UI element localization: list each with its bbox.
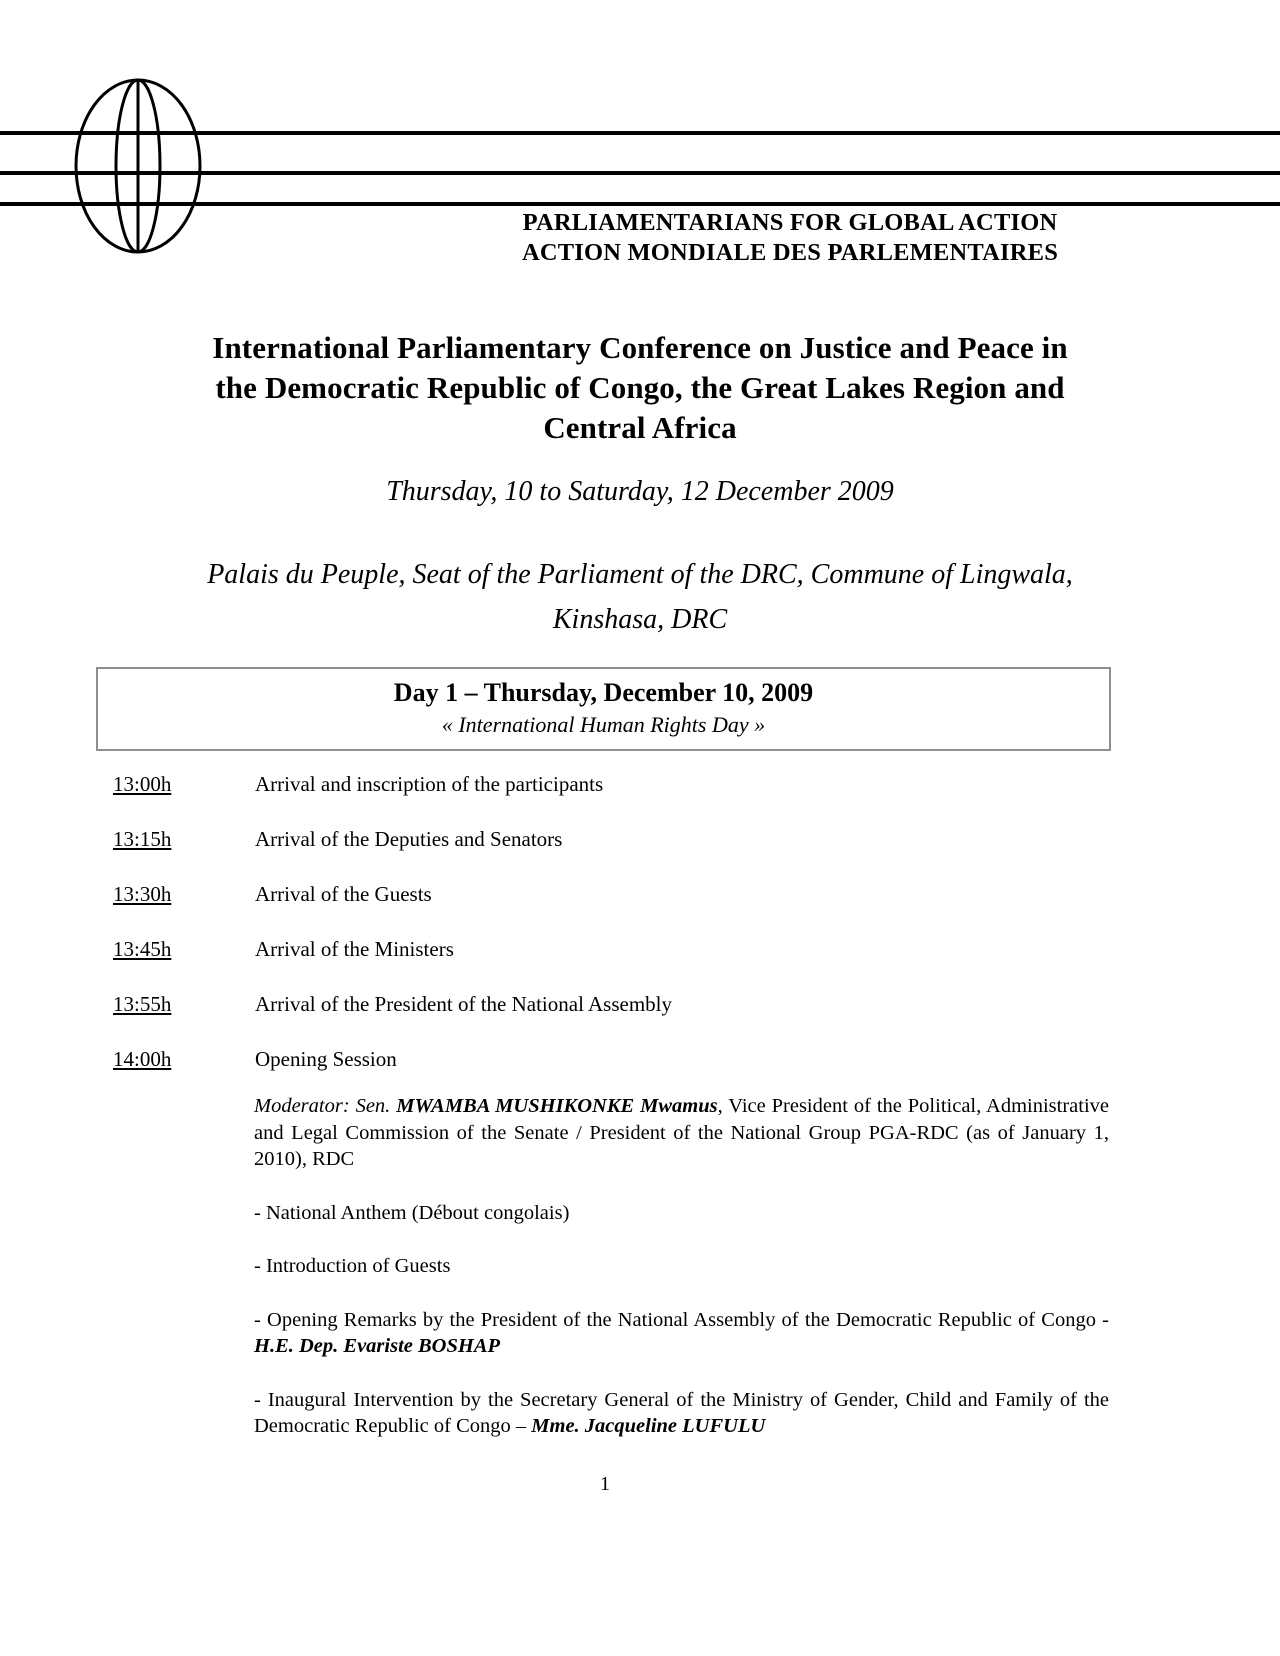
schedule-time: 13:15h bbox=[113, 827, 172, 851]
schedule-description: Arrival of the Ministers bbox=[255, 937, 454, 961]
schedule-time: 14:00h bbox=[113, 1047, 172, 1071]
session-details bbox=[254, 1093, 1109, 1440]
agenda-item-opening-remarks bbox=[254, 1307, 1109, 1360]
moderator-name: MWAMBA MUSHIKONKE bbox=[396, 1095, 635, 1117]
conference-venue bbox=[110, 552, 1170, 642]
moderator-label: Moderator: Sen. bbox=[254, 1095, 391, 1117]
inaugural-text: - Inaugural Intervention by the Secretary General of the Ministry of Gender, Child and Family of the Democratic Republic of Congo – bbox=[254, 1388, 1109, 1437]
conference-venue-line-2: Kinshasa, DRC bbox=[552, 604, 728, 635]
schedule-description: Arrival and inscription of the participants bbox=[255, 772, 604, 796]
agenda-item-anthem: - National Anthem (Débout congolais) bbox=[254, 1201, 570, 1224]
opening-remarks-speaker: H.E. Dep. Evariste BOSHAP bbox=[254, 1335, 501, 1357]
agenda-item-introduction: - Introduction of Guests bbox=[254, 1255, 451, 1277]
conference-venue-line-1: Palais du Peuple, Seat of the Parliament of the DRC, Commune of Lingwala, bbox=[207, 559, 1073, 590]
schedule-description: Arrival of the Deputies and Senators bbox=[255, 827, 563, 851]
letterhead bbox=[0, 0, 1280, 290]
day-header-subtitle: « International Human Rights Day » bbox=[441, 712, 766, 737]
schedule-row bbox=[113, 936, 1113, 962]
schedule-time: 13:00h bbox=[113, 772, 172, 796]
day-header-box bbox=[96, 667, 1111, 751]
moderator-paragraph bbox=[254, 1093, 1109, 1173]
schedule-row bbox=[113, 991, 1113, 1017]
schedule-time: 13:55h bbox=[113, 992, 172, 1016]
page-number: 1 bbox=[600, 1473, 610, 1495]
opening-remarks-text: - Opening Remarks by the President of the National Assembly of the Democratic Republic of Congo - bbox=[254, 1308, 1109, 1331]
conference-dates: Thursday, 10 to Saturday, 12 December 2009 bbox=[386, 476, 894, 507]
schedule-description: Arrival of the President of the National Assembly bbox=[255, 992, 672, 1016]
org-name-french: ACTION MONDIALE DES PARLEMENTAIRES bbox=[521, 239, 1059, 266]
moderator-name-suffix: Mwamus bbox=[640, 1095, 718, 1117]
conference-title-line-3: Central Africa bbox=[543, 410, 737, 445]
conference-title-line-2: the Democratic Republic of Congo, the Great Lakes Region and bbox=[215, 370, 1065, 405]
schedule-list bbox=[113, 771, 1113, 1101]
schedule-time: 13:30h bbox=[113, 882, 172, 906]
inaugural-speaker: Mme. Jacqueline LUFULU bbox=[531, 1415, 766, 1437]
day-header-title: Day 1 – Thursday, December 10, 2009 bbox=[393, 678, 814, 707]
schedule-row bbox=[113, 826, 1113, 852]
schedule-description: Opening Session bbox=[255, 1047, 397, 1071]
agenda-item-inaugural-intervention bbox=[254, 1387, 1109, 1440]
schedule-row bbox=[113, 881, 1113, 907]
organization-names bbox=[420, 208, 1160, 268]
globe-icon bbox=[58, 78, 218, 254]
moderator-role: , Vice President of the Political, Administrative and Legal Commission of the Senate / President of the National Group PGA-RDC (as of January 1, 2010), RDC bbox=[254, 1095, 1109, 1170]
conference-title-line-1: International Parliamentary Conference on Justice and Peace in bbox=[212, 330, 1068, 365]
schedule-description: Arrival of the Guests bbox=[255, 882, 432, 906]
schedule-row bbox=[113, 1046, 1113, 1072]
schedule-row bbox=[113, 771, 1113, 797]
conference-title bbox=[110, 328, 1170, 448]
schedule-time: 13:45h bbox=[113, 937, 172, 961]
org-name-english: PARLIAMENTARIANS FOR GLOBAL ACTION bbox=[522, 209, 1058, 236]
